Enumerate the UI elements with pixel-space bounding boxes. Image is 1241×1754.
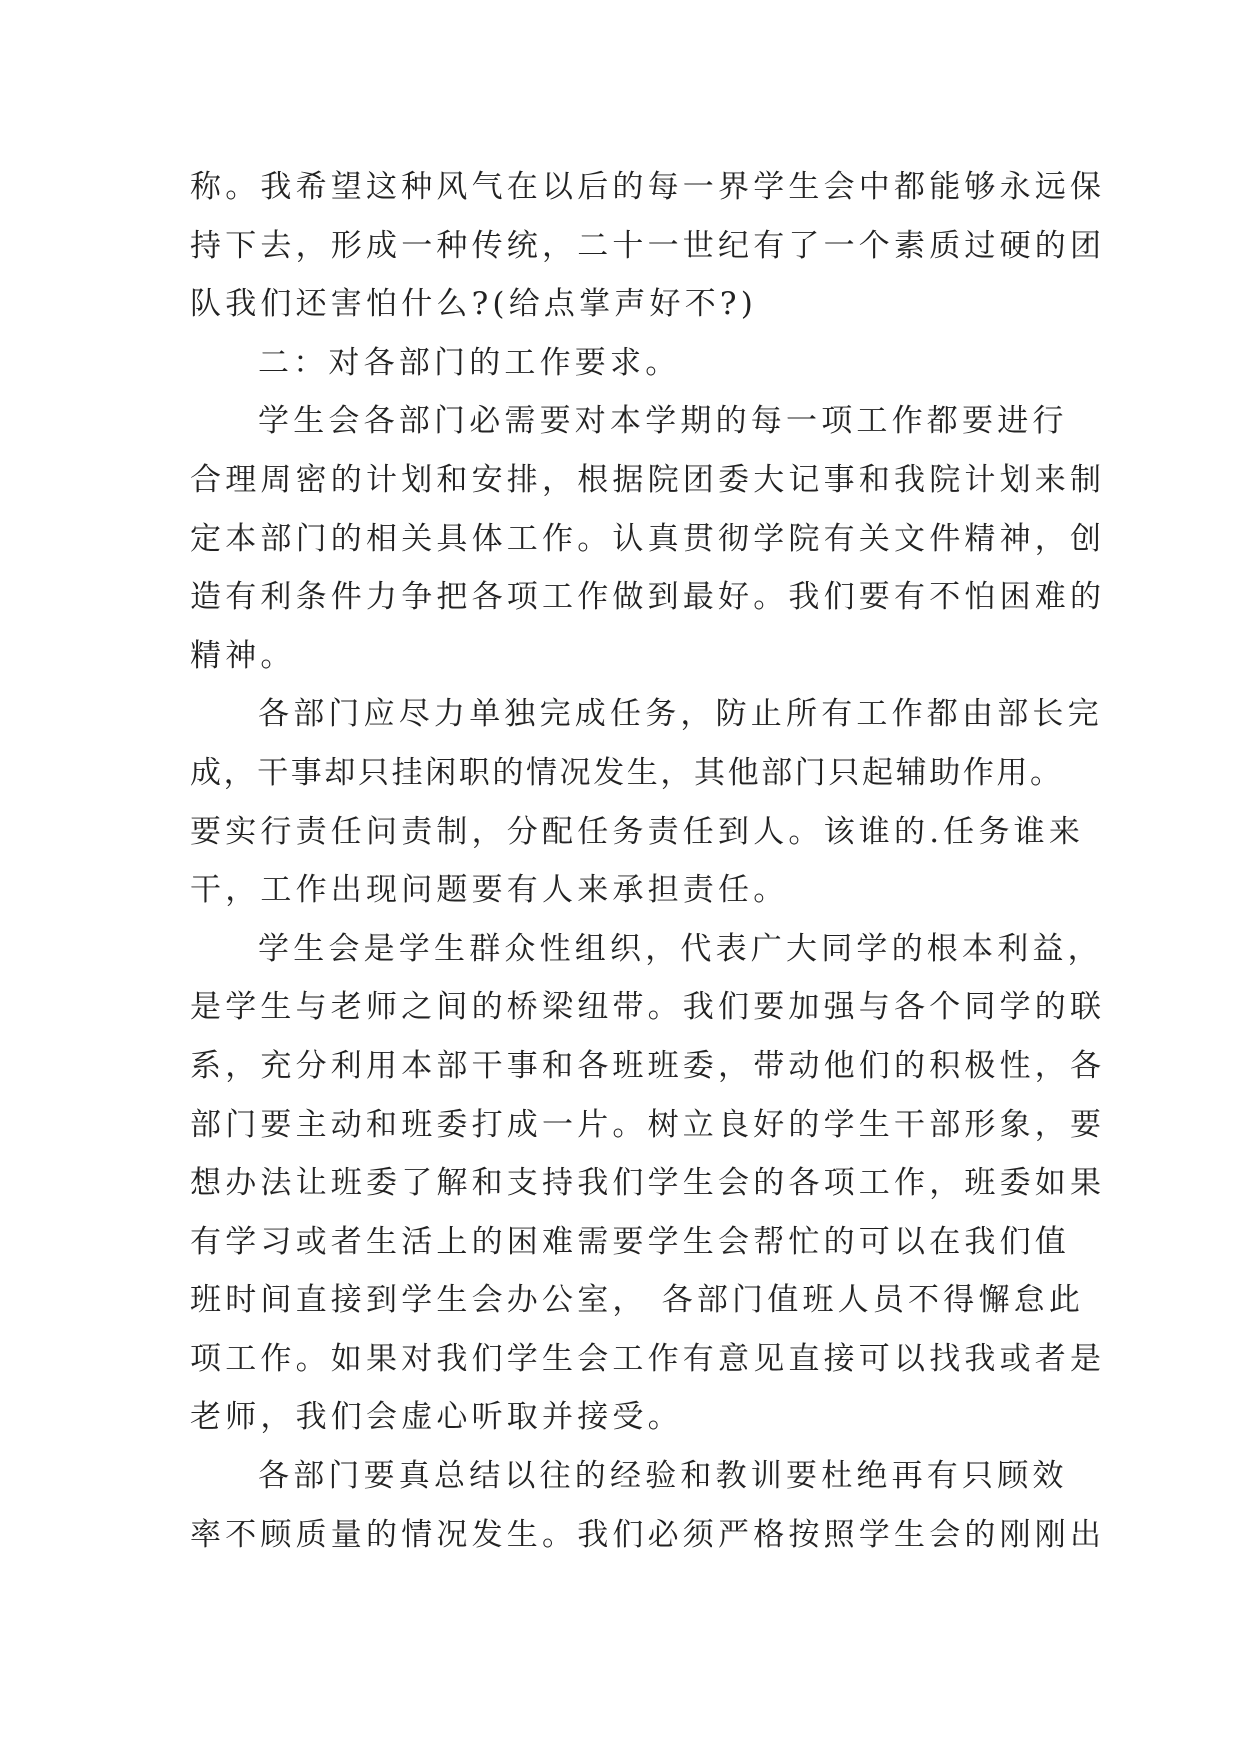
text-line: 项工作。如果对我们学生会工作有意见直接可以找我或者是 — [190, 1340, 1106, 1377]
text-line: 称。我希望这种风气在以后的每一界学生会中都能够永远保 — [190, 169, 1106, 205]
text-line: 干，工作出现问题要有人来承担责任。 — [190, 872, 789, 909]
text-line: 老师，我们会虚心听取并接受。 — [190, 1399, 683, 1436]
text-line: 定本部门的相关具体工作。认真贯彻学院有关文件精神，创 — [190, 520, 1106, 557]
text-line: 精神。 — [190, 637, 296, 674]
text-line: 队我们还害怕什么?(给点掌声好不?) — [190, 286, 758, 323]
text-line: 部门要主动和班委打成一片。树立良好的学生干部形象，要 — [190, 1106, 1106, 1143]
section-heading: 二：对各部门的工作要求。 — [258, 344, 681, 381]
text-line: 造有利条件力争把各项工作做到最好。我们要有不怕困难的 — [190, 579, 1106, 616]
body-text — [190, 158, 1106, 1564]
text-line: 系，充分利用本部干事和各班班委，带动他们的积极性，各 — [190, 1047, 1106, 1084]
text-line: 要实行责任问责制，分配任务责任到人。该谁的.任务谁来 — [190, 813, 1085, 850]
text-line: 有学习或者生活上的困难需要学生会帮忙的可以在我们值 — [190, 1223, 1070, 1260]
text-line: 学生会各部门必需要对本学期的每一项工作都要进行 — [258, 403, 1068, 440]
text-line: 各部门应尽力单独完成任务，防止所有工作都由部长完 — [258, 696, 1103, 733]
text-line: 率不顾质量的情况发生。我们必须严格按照学生会的刚刚出 — [190, 1516, 1106, 1553]
text-line: 班时间直接到学生会办公室， 各部门值班人员不得懈怠此 — [190, 1282, 1085, 1319]
text-line: 成，干事却只挂闲职的情况发生，其他部门只起辅助作用。 — [190, 754, 1064, 791]
text-line: 合理周密的计划和安排，根据院团委大记事和我院计划来制 — [190, 461, 1106, 498]
text-line: 各部门要真总结以往的经验和教训要杜绝再有只顾效 — [258, 1458, 1068, 1495]
text-line: 学生会是学生群众性组织，代表广大同学的根本利益， — [258, 930, 1103, 967]
text-line: 持下去，形成一种传统，二十一世纪有了一个素质过硬的团 — [190, 227, 1106, 264]
text-line: 想办法让班委了解和支持我们学生会的各项工作，班委如果 — [190, 1165, 1106, 1202]
text-line: 是学生与老师之间的桥梁纽带。我们要加强与各个同学的联 — [190, 989, 1106, 1026]
